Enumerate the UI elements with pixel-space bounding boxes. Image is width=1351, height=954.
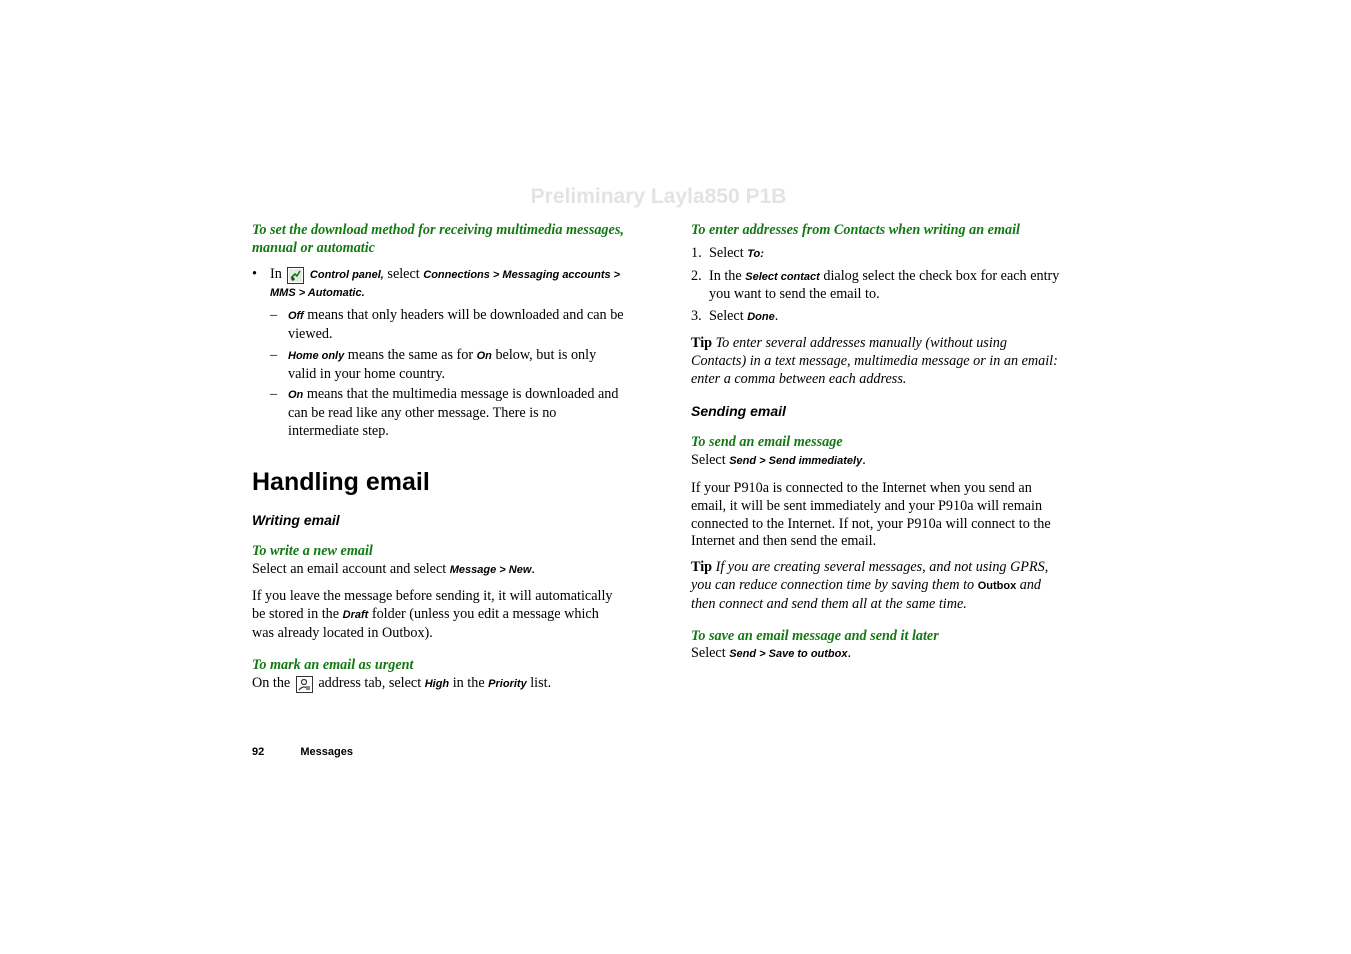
step-3 bbox=[691, 308, 1063, 327]
save-end: . bbox=[847, 645, 852, 662]
sub-item-on bbox=[252, 386, 624, 440]
address-tab-icon bbox=[296, 676, 313, 693]
draft-paragraph bbox=[252, 588, 624, 642]
home-only-text: means the same as for bbox=[347, 346, 474, 363]
message-new-path: Message > New bbox=[449, 563, 532, 576]
step-pre: Select bbox=[709, 308, 744, 325]
draft-folder: Draft bbox=[342, 609, 369, 622]
save-pre: Select bbox=[691, 645, 726, 662]
sending-email-title: Sending email bbox=[691, 403, 786, 420]
dash: – bbox=[270, 346, 278, 363]
step-number: 3. bbox=[691, 308, 702, 325]
urgent-end: list. bbox=[530, 674, 552, 691]
urgent-mid: address tab, select bbox=[318, 674, 422, 691]
control-panel-label: Control panel, bbox=[309, 268, 384, 281]
tip-2 bbox=[691, 559, 1063, 613]
save-text bbox=[691, 645, 1063, 664]
tip-text: To enter several addresses manually (without using Contacts) in a text message, multimedia message or in an email: enter a comma between each address. bbox=[691, 334, 1058, 387]
control-panel-bullet bbox=[252, 266, 624, 304]
tip-1 bbox=[691, 335, 1063, 388]
off-option: Off bbox=[288, 310, 304, 323]
send-pre: Select bbox=[691, 452, 726, 469]
step-number: 1. bbox=[691, 244, 702, 261]
sub-item-off bbox=[252, 307, 624, 344]
to-field: To: bbox=[747, 247, 764, 260]
dash: – bbox=[270, 307, 278, 324]
page-footer bbox=[252, 746, 353, 758]
step-number: 2. bbox=[691, 267, 702, 284]
save-to-outbox-path: Send > Save to outbox bbox=[729, 648, 848, 661]
urgent-heading: To mark an email as urgent bbox=[252, 656, 414, 673]
download-method-heading: To set the download method for receiving multimedia messages, manual or automatic bbox=[252, 222, 624, 256]
section-title: Handling email bbox=[252, 467, 430, 496]
done-option: Done bbox=[747, 311, 775, 324]
step-pre: Select bbox=[709, 244, 744, 261]
write-end: . bbox=[531, 560, 535, 577]
high-option: High bbox=[424, 677, 450, 690]
dash: – bbox=[270, 386, 278, 403]
urgent-mid2: in the bbox=[452, 674, 485, 691]
step-pre: In the bbox=[709, 267, 742, 284]
connections-path: Connections > Messaging accounts > MMS > Automatic. bbox=[270, 268, 621, 300]
select-contact-dialog: Select contact bbox=[745, 270, 820, 283]
sub-item-home-only bbox=[252, 347, 624, 384]
send-end: . bbox=[862, 452, 866, 469]
leave-text1: If you leave the message before sending it, it will automatically be stored in the bbox=[252, 588, 613, 623]
urgent-pre: On the bbox=[252, 674, 291, 691]
on-option-ref: On bbox=[476, 349, 492, 362]
contacts-heading: To enter addresses from Contacts when writing an email bbox=[691, 222, 1020, 238]
footer-section: Messages bbox=[300, 746, 353, 758]
write-email-heading: To write a new email bbox=[252, 542, 373, 559]
priority-list: Priority bbox=[488, 677, 527, 690]
bullet-mid: select bbox=[387, 265, 420, 282]
outbox-folder: Outbox bbox=[977, 579, 1017, 592]
bullet-pre: In bbox=[270, 265, 282, 282]
on-option: On bbox=[288, 389, 304, 402]
tip2-post: and then connect and send them all at the same time. bbox=[691, 576, 1042, 612]
page-number: 92 bbox=[252, 746, 265, 758]
on-text: means that the multimedia message is downloaded and can be read like any other message. There is no intermediate step. bbox=[288, 386, 619, 439]
write-text: Select an email account and select bbox=[252, 560, 447, 577]
right-column bbox=[691, 222, 1063, 664]
writing-email-title: Writing email bbox=[252, 511, 340, 528]
leave-text2: folder (unless you edit a message which was already located in Outbox). bbox=[252, 606, 599, 641]
urgent-text bbox=[252, 675, 624, 694]
tip-label: Tip bbox=[691, 559, 713, 576]
send-immediately-path: Send > Send immediately bbox=[729, 455, 863, 468]
home-only-text2: below, but is only valid in your home country. bbox=[288, 346, 597, 382]
send-heading: To send an email message bbox=[691, 434, 843, 451]
control-panel-icon bbox=[287, 267, 304, 284]
step-post: dialog select the check box for each entry you want to send the email to. bbox=[709, 267, 1060, 303]
watermark: Preliminary Layla850 P1B bbox=[530, 185, 787, 208]
off-text: means that only headers will be downloaded and can be viewed. bbox=[288, 307, 624, 342]
step-post: . bbox=[774, 308, 779, 325]
step-2 bbox=[691, 268, 1063, 305]
home-only-option: Home only bbox=[288, 349, 345, 362]
step-1 bbox=[691, 245, 1063, 264]
left-column bbox=[252, 222, 624, 693]
write-email-text bbox=[252, 561, 624, 580]
save-heading: To save an email message and send it later bbox=[691, 627, 939, 644]
bullet-marker: • bbox=[252, 265, 257, 282]
send-text bbox=[691, 452, 1063, 471]
tip-label: Tip bbox=[691, 334, 713, 351]
connected-paragraph: If your P910a is connected to the Internet when you send an email, it will be sent immediately and your P910a will remain connected to the Internet. If not, your P910a will connect to the Internet and then send the email. bbox=[691, 479, 1051, 550]
tip2-pre: If you are creating several messages, and not using GPRS, you can reduce connection time by saving them to bbox=[691, 559, 1049, 593]
